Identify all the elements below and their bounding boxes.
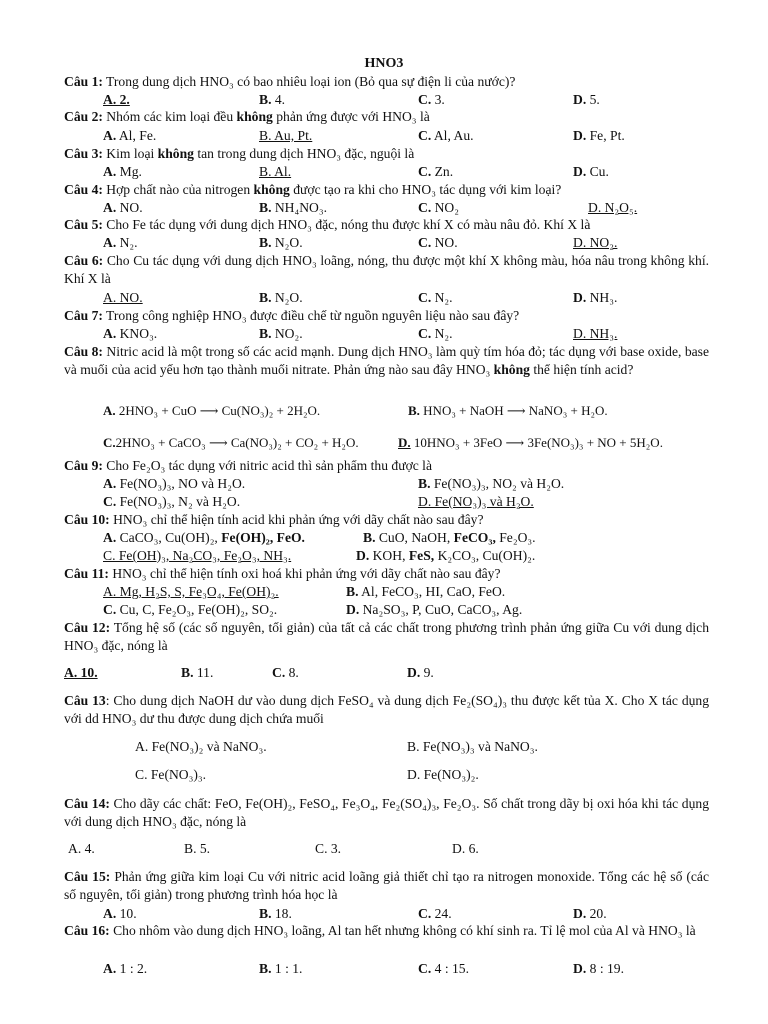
option-text: D. NO₂. <box>573 235 618 250</box>
option-text: N₂O. <box>271 235 303 250</box>
option-label: C. <box>103 435 116 450</box>
option-label: A. <box>103 200 117 215</box>
option-text: 9. <box>420 665 434 680</box>
option-c <box>418 163 453 181</box>
option-b <box>259 325 303 343</box>
option-text: 20. <box>586 906 607 921</box>
option-d <box>407 766 479 784</box>
option-label: C. <box>418 326 432 341</box>
option-b <box>259 91 285 109</box>
option-text: Cu. <box>586 164 609 179</box>
option-a <box>103 163 142 181</box>
option-text: 5. <box>586 92 600 107</box>
question-1 <box>64 73 709 91</box>
option-label: D. <box>346 602 360 617</box>
option-text: Fe₂O₃. <box>495 530 536 545</box>
equation: 2HNO₃ + CaCO₃ ⟶ Ca(NO₃)₂ + CO₂ + H₂O. <box>115 435 359 450</box>
option-text: Fe(NO₃)₃, N₂ và H₂O. <box>116 494 241 509</box>
option-text: KOH, <box>369 548 409 563</box>
question-label: Câu 16: <box>64 923 110 938</box>
option-text: 1 : 1. <box>271 961 303 976</box>
question-6 <box>64 252 709 288</box>
option-text: D. Fe(NO₃)₃ và H₂O. <box>418 494 534 509</box>
question-text: : Cho dung dịch NaOH dư vào dung dịch FeSO₄ và dung dịch Fe₂(SO₄)₃ thu được kết tủa X. Cho X tác dụng với dd HNO₃ dư thu được dung dịch chứa muối <box>64 693 710 726</box>
question-text: HNO₃ chỉ thể hiện tính oxi hoá khi phản ứng với dãy chất nào sau đây? <box>108 566 501 581</box>
option-text: A. 10. <box>64 665 98 680</box>
emphasis: FeS, <box>408 548 435 563</box>
option-b <box>259 905 292 923</box>
option-a <box>103 91 130 109</box>
option-text: Fe(NO₃)₃, NO và H₂O. <box>116 476 246 491</box>
option-text: NH₃. <box>586 290 618 305</box>
option-text: D. NH₃. <box>573 326 618 341</box>
option-label: B. <box>259 961 272 976</box>
emphasis: FeCO₃, <box>453 530 496 545</box>
option-label: A. <box>103 164 117 179</box>
option-b <box>259 289 303 307</box>
option-label: C. <box>418 128 432 143</box>
option-label: C. <box>272 665 286 680</box>
option-a <box>103 289 143 307</box>
question-text: Phản ứng giữa kim loại Cu với nitric acid loãng giả thiết chỉ tạo ra nitrogen monoxide. Tổng các hệ số (các số nguyên, tối giản) trong phương trình hóa học là <box>64 869 709 902</box>
option-text: A. Mg, H₂S, S, Fe₃O₄, Fe(OH)₂. <box>103 584 279 599</box>
question-label: Câu 6: <box>64 253 104 268</box>
option-text: D. 6. <box>452 841 479 856</box>
option-a <box>103 960 147 978</box>
question-label: Câu 8: <box>64 344 103 359</box>
option-c <box>418 905 452 923</box>
question-text: Kim loại <box>102 146 158 161</box>
option-text: 24. <box>431 906 452 921</box>
option-b <box>259 127 312 145</box>
emphasis: không <box>253 182 290 197</box>
option-label: D. <box>407 665 421 680</box>
equation: 10HNO₃ + 3FeO ⟶ 3Fe(NO₃)₃ + NO + 5H₂O. <box>413 435 663 450</box>
option-d <box>588 199 637 217</box>
option-text: NO. <box>116 200 143 215</box>
option-label: A. <box>103 235 117 250</box>
option-text: K₂CO₃, Cu(OH)₂. <box>434 548 536 563</box>
question-label: Câu 1: <box>64 74 103 89</box>
option-label: A. <box>103 476 117 491</box>
option-b <box>407 738 538 756</box>
question-label: Câu 10: <box>64 512 110 527</box>
option-label: A. <box>103 403 116 418</box>
option-text: B. 5. <box>184 841 211 856</box>
emphasis: không <box>157 146 194 161</box>
question-16 <box>64 922 709 940</box>
option-text: Al, Au. <box>431 128 474 143</box>
option-label: C. <box>103 602 117 617</box>
option-label: C. <box>418 200 432 215</box>
option-c <box>418 289 453 307</box>
option-b <box>259 234 303 252</box>
option-b <box>181 664 213 682</box>
option-label: C. <box>418 961 432 976</box>
option-label: D. <box>356 548 370 563</box>
option-c <box>418 960 469 978</box>
question-label: Câu 9: <box>64 458 103 473</box>
question-text: phản ứng được với HNO₃ là <box>272 109 430 124</box>
option-label: D. <box>398 435 411 450</box>
option-c <box>418 234 458 252</box>
option-b <box>363 529 536 547</box>
option-b <box>259 960 302 978</box>
option-text: A. Fe(NO₃)₂ và NaNO₃. <box>135 739 267 754</box>
option-label: C. <box>103 494 117 509</box>
option-text: Al, Fe. <box>116 128 157 143</box>
option-d <box>418 493 534 511</box>
emphasis: không <box>236 109 273 124</box>
option-b <box>259 163 291 181</box>
question-text: tan trong dung dịch HNO₃ đặc, nguội là <box>193 146 415 161</box>
option-b <box>184 840 210 858</box>
option-d <box>452 840 479 858</box>
option-label: B. <box>259 235 272 250</box>
option-text: CaCO₃, Cu(OH)₂, <box>116 530 222 545</box>
option-label: C. <box>418 92 432 107</box>
option-label: B. <box>346 584 359 599</box>
option-text: B. Fe(NO₃)₃ và NaNO₃. <box>407 739 538 754</box>
option-a <box>64 664 98 682</box>
option-text: B. Au, Pt. <box>259 128 313 143</box>
option-label: B. <box>259 200 272 215</box>
option-d <box>346 601 522 619</box>
option-text: NO. <box>431 235 458 250</box>
option-label: A. <box>103 326 117 341</box>
option-label: D. <box>573 290 587 305</box>
question-4 <box>64 181 709 199</box>
option-c <box>103 493 240 511</box>
option-text: A. 4. <box>68 841 95 856</box>
option-label: B. <box>259 906 272 921</box>
option-c <box>418 127 474 145</box>
option-a <box>103 475 245 493</box>
option-c <box>103 547 291 565</box>
question-text: Cho Fe tác dụng với dung dịch HNO₃ đặc, nóng thu được khí X có màu nâu đỏ. Khí X là <box>102 217 591 232</box>
option-text: 1 : 2. <box>116 961 148 976</box>
option-d <box>573 163 609 181</box>
option-c <box>103 601 277 619</box>
option-a <box>103 325 157 343</box>
option-text: 8 : 19. <box>586 961 624 976</box>
page-title: HNO3 <box>364 56 404 71</box>
option-text: 10. <box>116 906 137 921</box>
option-d <box>573 325 617 343</box>
option-d <box>573 289 617 307</box>
option-a <box>103 583 279 601</box>
option-b <box>408 402 608 420</box>
option-text: B. Al. <box>259 164 292 179</box>
option-text: D. N₂O₅. <box>588 200 638 215</box>
question-label: Câu 7: <box>64 308 103 323</box>
option-text: Zn. <box>431 164 454 179</box>
option-text: 11. <box>193 665 214 680</box>
option-label: A. 2. <box>103 92 130 107</box>
question-label: Câu 14: <box>64 796 110 811</box>
option-label: D. <box>573 906 587 921</box>
question-10 <box>64 511 709 529</box>
question-label: Câu 4: <box>64 182 103 197</box>
option-text: C. 3. <box>315 841 342 856</box>
option-text: NH₄NO₃. <box>271 200 328 215</box>
option-text: Mg. <box>116 164 142 179</box>
option-c <box>315 840 341 858</box>
question-text: thể hiện tính acid? <box>529 362 634 377</box>
option-a <box>68 840 95 858</box>
option-b <box>346 583 505 601</box>
option-label: C. <box>418 235 432 250</box>
option-text: Fe(NO₃)₃, NO₂ và H₂O. <box>430 476 565 491</box>
option-label: D. <box>573 164 587 179</box>
question-14 <box>64 795 709 831</box>
question-text: Trong dung dịch HNO₃ có bao nhiêu loại ion (Bỏ qua sự điện li của nước)? <box>102 74 516 89</box>
question-label: Câu 3: <box>64 146 103 161</box>
option-label: B. <box>408 403 420 418</box>
option-text: N₂. <box>431 290 453 305</box>
option-text: 8. <box>285 665 299 680</box>
question-7 <box>64 307 709 325</box>
option-label: B. <box>259 92 272 107</box>
question-12 <box>64 619 709 655</box>
question-text: Cho dãy các chất: FeO, Fe(OH)₂, FeSO₄, Fe₃O₄, Fe₂(SO₄)₃, Fe₂O₃. Số chất trong dãy bị oxi hóa khi tác dụng với dung dịch HNO₃ đặc, nóng là <box>64 796 709 829</box>
question-5 <box>64 216 709 234</box>
question-label: Câu 12: <box>64 620 111 635</box>
equation: 2HNO₃ + CuO ⟶ Cu(NO₃)₂ + 2H₂O. <box>118 403 321 418</box>
option-label: B. <box>181 665 194 680</box>
question-13 <box>64 692 709 728</box>
option-c <box>135 766 206 784</box>
option-c <box>418 91 445 109</box>
question-text: Nhóm các kim loại đều <box>102 109 237 124</box>
option-a <box>103 199 143 217</box>
option-text: KNO₃. <box>116 326 158 341</box>
option-d <box>573 234 617 252</box>
option-text: C. Fe(NO₃)₃. <box>135 767 207 782</box>
question-8 <box>64 343 709 379</box>
option-a <box>103 529 305 547</box>
option-d <box>398 434 663 452</box>
option-text: 4. <box>271 92 286 107</box>
option-label: A. <box>103 530 117 545</box>
option-text: Na₂SO₃, P, CuO, CaCO₃, Ag. <box>359 602 523 617</box>
option-c <box>103 434 359 452</box>
option-d <box>573 127 625 145</box>
option-text: Al, FeCO₃, HI, CaO, FeO. <box>358 584 506 599</box>
option-d <box>573 91 600 109</box>
option-label: D. <box>573 92 587 107</box>
option-text: 3. <box>431 92 445 107</box>
option-text: Cu, C, Fe₂O₃, Fe(OH)₂, SO₂. <box>116 602 278 617</box>
option-label: B. <box>259 290 272 305</box>
question-label: Câu 15: <box>64 869 111 884</box>
option-c <box>418 325 453 343</box>
question-text: Cho Cu tác dụng với dung dịch HNO₃ loãng, nóng, thu được một khí X không màu, hóa nâu trong không khí. Khí X là <box>64 253 709 286</box>
option-c <box>418 199 459 217</box>
question-9 <box>64 457 709 475</box>
option-text: NO₂ <box>431 200 459 215</box>
question-text: Cho nhôm vào dung dịch HNO₃ loãng, Al tan hết nhưng không có khí sinh ra. Tỉ lệ mol của Al và HNO₃ là <box>109 923 696 938</box>
option-d <box>573 960 624 978</box>
question-text: Tổng hệ số (các số nguyên, tối giản) của tất cả các chất trong phương trình phản ứng giữa Cu với dung dịch HNO₃ đặc, nóng là <box>64 620 709 653</box>
option-label: A. <box>103 906 117 921</box>
option-label: C. <box>418 164 432 179</box>
question-15 <box>64 868 709 904</box>
question-text: được tạo ra khi cho HNO₃ tác dụng với kim loại? <box>289 182 562 197</box>
question-label: Câu 13 <box>64 693 106 708</box>
option-text: N₂. <box>116 235 138 250</box>
option-text: C. Fe(OH)₃, Na₂CO₃, Fe₂O₃, NH₃. <box>103 548 292 563</box>
option-a <box>103 905 137 923</box>
question-2 <box>64 108 709 126</box>
emphasis: Fe(OH)₂, FeO. <box>221 530 305 545</box>
option-label: A. <box>103 128 117 143</box>
emphasis: không <box>493 362 530 377</box>
option-text: N₂. <box>431 326 453 341</box>
option-label: C. <box>418 906 432 921</box>
option-label: D. <box>573 961 587 976</box>
question-text: Nitric acid là một trong số các acid mạnh. Dung dịch HNO₃ làm quỳ tím hóa đỏ; tác dụng với base oxide, base và muối của acid yếu hơn tạo thành muối nitrate. Phản ứng nào sau đây HNO₃ <box>64 344 709 377</box>
question-3 <box>64 145 709 163</box>
question-text: Cho Fe₂O₃ tác dụng với nitric acid thì sản phẩm thu được là <box>102 458 432 473</box>
question-label: Câu 2: <box>64 109 103 124</box>
option-label: C. <box>418 290 432 305</box>
question-label: Câu 5: <box>64 217 103 232</box>
option-label: B. <box>418 476 431 491</box>
option-text: 4 : 15. <box>431 961 469 976</box>
option-d <box>356 547 535 565</box>
option-b <box>418 475 564 493</box>
option-text: NO₂. <box>271 326 303 341</box>
question-text: Hợp chất nào của nitrogen <box>102 182 254 197</box>
option-a <box>135 738 267 756</box>
question-text: Trong công nghiệp HNO₃ được điều chế từ nguồn nguyên liệu nào sau đây? <box>102 308 520 323</box>
option-text: A. NO. <box>103 290 143 305</box>
option-a <box>103 402 320 420</box>
option-label: B. <box>363 530 376 545</box>
question-text: HNO₃ chỉ thể hiện tính acid khi phản ứng với dãy chất nào sau đây? <box>109 512 484 527</box>
option-text: D. Fe(NO₃)₂. <box>407 767 479 782</box>
option-a <box>103 127 156 145</box>
option-text: Fe, Pt. <box>586 128 625 143</box>
option-c <box>272 664 299 682</box>
option-text: 18. <box>271 906 292 921</box>
option-a <box>103 234 138 252</box>
question-label: Câu 11: <box>64 566 109 581</box>
option-text: CuO, NaOH, <box>375 530 454 545</box>
option-d <box>407 664 434 682</box>
option-text: N₂O. <box>271 290 303 305</box>
option-b <box>259 199 327 217</box>
option-label: D. <box>573 128 587 143</box>
question-11 <box>64 565 709 583</box>
option-label: B. <box>259 326 272 341</box>
option-d <box>573 905 607 923</box>
option-label: A. <box>103 961 117 976</box>
equation: HNO₃ + NaOH ⟶ NaNO₃ + H₂O. <box>423 403 608 418</box>
